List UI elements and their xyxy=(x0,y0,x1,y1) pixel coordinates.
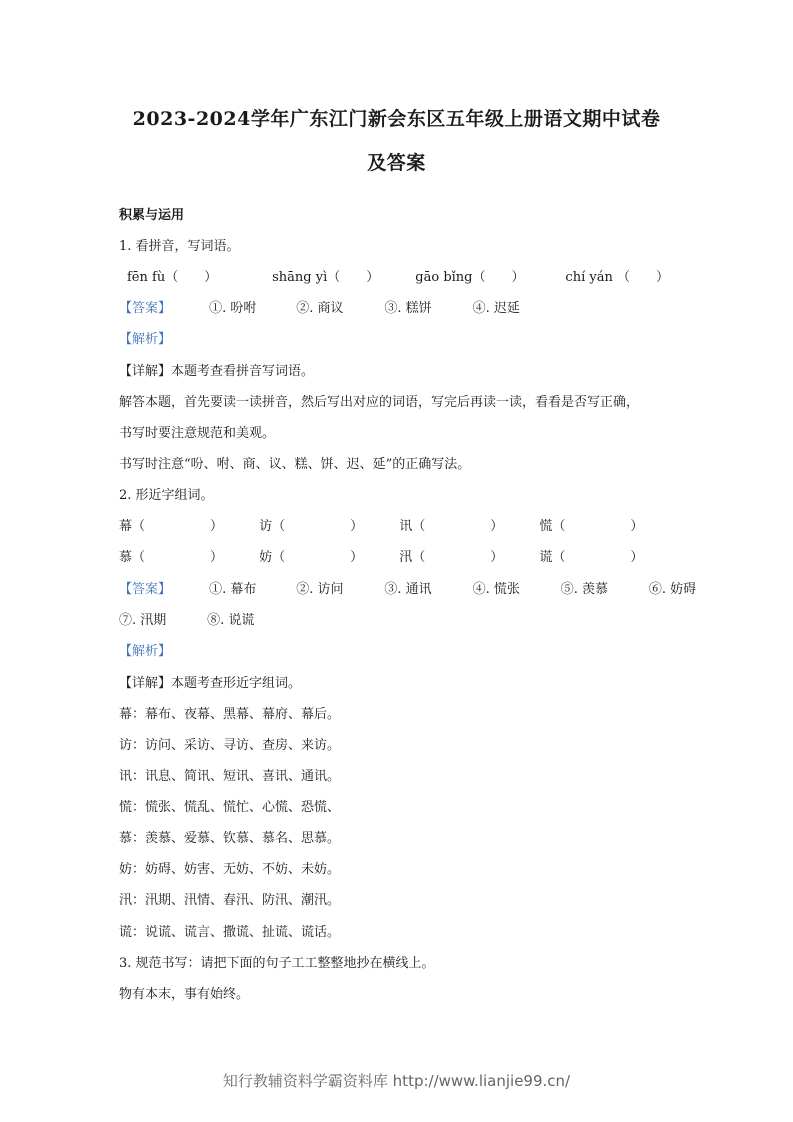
answer-item: ④. 迟延 xyxy=(472,301,520,316)
q2-item: 访：访问、采访、寻访、查房、来访。 xyxy=(119,738,341,753)
q2-item: 慕：羡慕、爱慕、钦慕、慕名、思慕。 xyxy=(119,831,341,846)
q3-sentence: 物有本末，事有始终。 xyxy=(119,987,250,1002)
answer-item: ①. 吩咐 xyxy=(209,301,257,316)
grid-cell: 慕（ ） xyxy=(119,550,224,565)
grid-cell: 访（ ） xyxy=(259,519,364,534)
q2-row-1 xyxy=(119,518,643,536)
document-title-line-2: 及答案 xyxy=(367,152,426,174)
grid-cell: 妨（ ） xyxy=(259,550,364,565)
q2-item: 慌：慌张、慌乱、慌忙、心慌、恐慌、 xyxy=(119,800,341,815)
answer-item: ③. 通讯 xyxy=(384,582,432,597)
answer-tag: 【答案】 xyxy=(119,582,172,597)
q2-analysis-tag: 【解析】 xyxy=(119,644,172,659)
q2-item: 妨：妨碍、妨害、无妨、不妨、未妨。 xyxy=(119,862,341,877)
pinyin-item: gāo bǐng（ ） xyxy=(415,270,525,285)
q2-item: 讯：讯息、简讯、短讯、喜讯、通讯。 xyxy=(119,769,341,784)
q1-stem: 1. 看拼音，写词语。 xyxy=(119,239,240,254)
q1-detail: 【详解】本题考查看拼音写词语。 xyxy=(119,364,315,379)
answer-item: ⑤. 羡慕 xyxy=(560,582,608,597)
q2-answer-row-2 xyxy=(119,612,254,630)
section-heading: 积累与运用 xyxy=(119,208,185,223)
grid-cell: 谎（ ） xyxy=(539,550,644,565)
grid-cell: 汛（ ） xyxy=(399,550,504,565)
pinyin-item: fēn fù（ ） xyxy=(127,270,218,285)
q2-row-2 xyxy=(119,549,643,567)
q3-stem: 3. 规范书写：请把下面的句子工工整整地抄在横线上。 xyxy=(119,956,435,971)
answer-item: ⑦. 汛期 xyxy=(119,613,167,628)
q1-paragraph-2: 书写时要注意规范和美观。 xyxy=(119,426,276,441)
grid-cell: 慌（ ） xyxy=(539,519,644,534)
answer-item: ②. 商议 xyxy=(296,301,344,316)
answer-item: ③. 糕饼 xyxy=(384,301,432,316)
q1-paragraph-3: 书写时注意“吩、咐、商、议、糕、饼、迟、延”的正确写法。 xyxy=(119,457,471,472)
grid-cell: 幕（ ） xyxy=(119,519,224,534)
footer-watermark: 知行教辅资料学霸资料库 http://www.lianjie99.cn/ xyxy=(222,1072,571,1090)
q2-item: 谎：说谎、谎言、撒谎、扯谎、谎话。 xyxy=(119,925,341,940)
document-title-line-1: 2023-2024学年广东江门新会东区五年级上册语文期中试卷 xyxy=(132,108,661,130)
pinyin-item: shāng yì（ ） xyxy=(272,270,380,285)
answer-item: ⑥. 妨碍 xyxy=(648,582,697,597)
q2-answer-row-1 xyxy=(119,581,696,599)
q1-pinyin-row xyxy=(127,269,669,287)
answer-item: ②. 访问 xyxy=(296,582,344,597)
q2-item: 汛：汛期、汛情、春汛、防汛、潮汛。 xyxy=(119,893,341,908)
answer-item: ④. 慌张 xyxy=(472,582,520,597)
answer-tag: 【答案】 xyxy=(119,301,172,316)
q1-paragraph-1: 解答本题，首先要读一读拼音，然后写出对应的词语，写完后再读一读，看看是否写正确， xyxy=(119,395,640,410)
q2-item: 幕：幕布、夜幕、黑幕、幕府、幕后。 xyxy=(119,707,341,722)
q2-stem: 2. 形近字组词。 xyxy=(119,488,214,503)
q1-analysis-tag: 【解析】 xyxy=(119,332,172,347)
answer-item: ⑧. 说谎 xyxy=(207,613,255,628)
grid-cell: 讯（ ） xyxy=(399,519,504,534)
pinyin-item: chí yán （ ） xyxy=(565,270,669,285)
q2-detail: 【详解】本题考查形近字组词。 xyxy=(119,676,302,691)
answer-item: ①. 幕布 xyxy=(209,582,257,597)
q1-answer-row xyxy=(119,300,520,318)
